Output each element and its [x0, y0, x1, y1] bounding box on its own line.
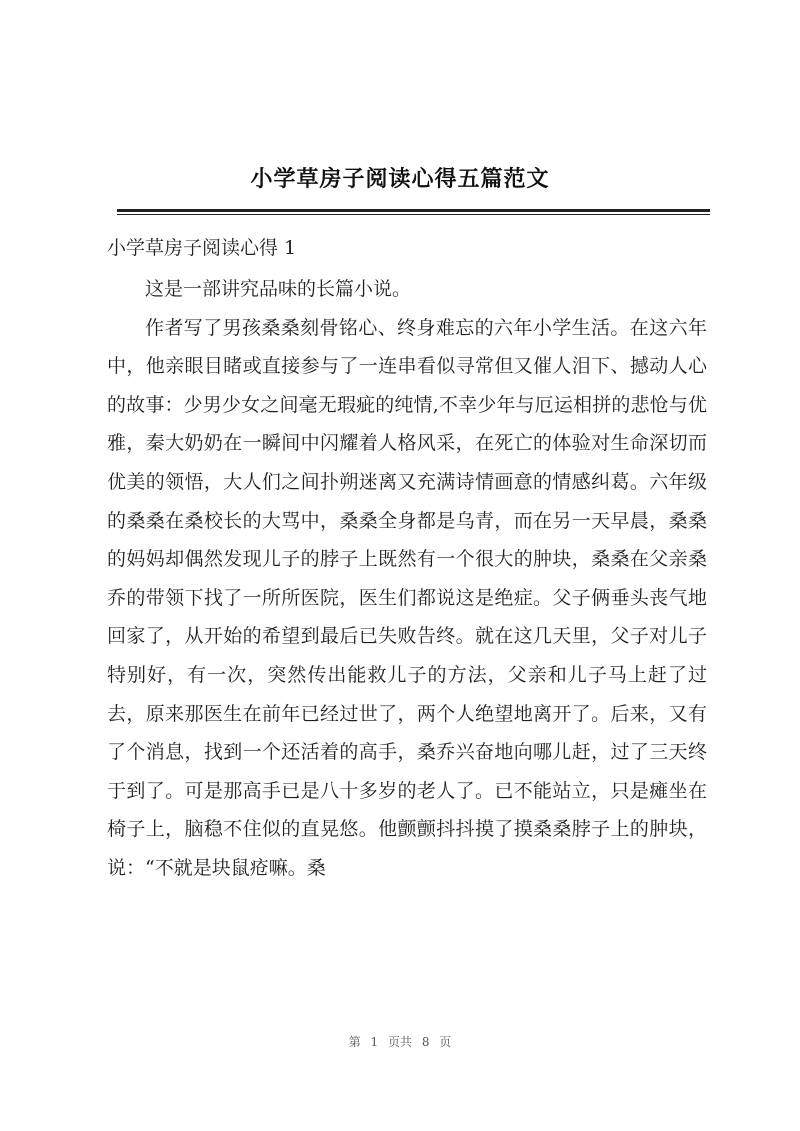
paragraph: 这是一部讲究品味的长篇小说。 — [145, 278, 412, 300]
page-footer: 第 1 页共 8 页 — [348, 1035, 452, 1049]
paragraph: 作者写了男孩桑桑刻骨铭心、终身难忘的六年小学生活。在这六年中，他亲眼目睹或直接参与了一连串看似寻常但又催人泪下、撼动人心的故事：少男少女之间毫无瑕疵的纯情,不幸少年与厄运相拼的悲怆与优雅，秦大奶奶在一瞬间中闪耀着人格风采，在死亡的体验对生命深切而优美的领悟，大人们之间扑朔迷离又充满诗情画意的情感纠葛。六年级的桑桑在桑校长的大骂中，桑桑全身都是乌青，而在另一天早晨，桑桑的妈妈却偶然发现儿子的脖子上既然有一个很大的肿块，桑桑在父亲桑乔的带领下找了一所所医院，医生们都说这是绝症。父子俩垂头丧气地回家了，从开始的希望到最后已失败告终。就在这几天里，父子对儿子特别好，有一次，突然传出能救儿子的方法，父亲和儿子马上赶了过去，原来那医生在前年已经过世了，两个人绝望地离开了。后来，又有了个消息，找到一个还活着的高手，桑乔兴奋地向哪儿赶，过了三天终于到了。可是那高手已是八十多岁的老人了。已不能站立，只是瘫坐在椅子上，脑稳不住似的直晃悠。他颤颤抖抖摸了摸桑桑脖子上的肿块，说：“不就是块鼠疮嘛。桑 — [107, 316, 707, 879]
section-heading: 小学草房子阅读心得 1 — [107, 237, 297, 259]
document-body — [107, 270, 707, 888]
title-divider-thick — [117, 209, 710, 212]
title-divider-thin — [117, 214, 710, 215]
document-title: 小学草房子阅读心得五篇范文 — [250, 167, 550, 192]
